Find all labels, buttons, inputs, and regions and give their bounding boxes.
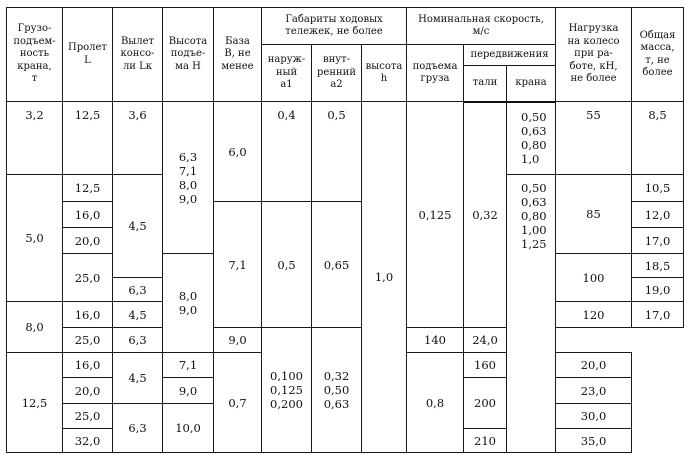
cell-span: 25,0 [63, 328, 113, 353]
cell-span: 25,0 [63, 254, 113, 302]
header-speed-trolley: тали [464, 66, 507, 102]
cell-span: 20,0 [63, 228, 113, 254]
cell-mass: 19,0 [632, 278, 684, 302]
cell-mass: 20,0 [556, 353, 632, 378]
cell-outer: 0,7 [214, 353, 262, 453]
cell-speed-lift: 0,125 [407, 102, 464, 328]
cell-wheel-load: 160 [464, 353, 507, 378]
cell-reach: 4,5 [113, 175, 163, 278]
header-wheel-load: Нагрузка на колесо при ра- боте, кН, не более [556, 8, 632, 102]
cell-wheel-load: 85 [556, 175, 632, 254]
header-speed-crane: крана [507, 66, 556, 102]
cell-base: 7,1 [163, 353, 214, 378]
cell-span: 16,0 [63, 202, 113, 228]
cell-mass: 18,5 [632, 254, 684, 278]
cell-speed-trolley: 0,32 [464, 102, 507, 328]
crane-spec-table [6, 7, 684, 453]
cell-capacity: 3,2 [7, 102, 63, 175]
header-height: высота h [362, 45, 407, 102]
cell-wheel-load: 200 [464, 378, 507, 429]
header-mass: Общая масса, т, не более [632, 8, 684, 102]
header-speed-travel: передвижения [464, 45, 556, 66]
cell-outer: 0,5 [262, 202, 312, 328]
cell-mass: 30,0 [556, 404, 632, 429]
cell-capacity: 8,0 [7, 302, 63, 353]
header-speed-group: Номинальная скорость, м/с [407, 8, 556, 45]
header-speed-lift: подъема груза [407, 45, 464, 102]
header-base: База B, не менее [214, 8, 262, 102]
cell-mass: 12,0 [632, 202, 684, 228]
cell-span: 20,0 [63, 378, 113, 404]
header-capacity: Грузо- подъем- ность крана, т [7, 8, 63, 102]
cell-wheel-load: 210 [464, 429, 507, 453]
cell-lift-height: 6,3 7,1 8,0 9,0 [163, 102, 214, 254]
cell-mass: 17,0 [632, 228, 684, 254]
cell-height: 1,0 [362, 102, 407, 453]
cell-speed-crane: 0,50 0,63 0,80 1,00 1,25 [507, 175, 556, 453]
cell-lift-height: 8,0 9,0 [163, 254, 214, 353]
header-outer: наруж- ный a1 [262, 45, 312, 102]
cell-span: 25,0 [63, 404, 113, 429]
cell-base: 9,0 [214, 328, 262, 353]
cell-wheel-load: 55 [556, 102, 632, 175]
header-reach: Вылет консо- ли Lк [113, 8, 163, 102]
cell-base: 7,1 [214, 202, 262, 328]
cell-span: 16,0 [63, 353, 113, 378]
cell-reach: 6,3 [113, 404, 163, 453]
cell-reach: 4,5 [113, 353, 163, 404]
cell-base: 9,0 [163, 378, 214, 404]
cell-reach: 4,5 [113, 302, 163, 328]
header-inner: внут- ренний a2 [312, 45, 362, 102]
cell-wheel-load: 140 [407, 328, 464, 353]
cell-speed-crane: 0,50 0,63 0,80 1,0 [507, 102, 556, 175]
header-lift-height: Высота подъе- ма H [163, 8, 214, 102]
cell-reach: 6,3 [113, 328, 163, 353]
cell-capacity: 5,0 [7, 175, 63, 302]
cell-inner: 0,5 [312, 102, 362, 202]
cell-reach: 6,3 [113, 278, 163, 302]
cell-mass: 8,5 [632, 102, 684, 175]
cell-inner: 0,65 [312, 202, 362, 328]
cell-wheel-load: 100 [556, 254, 632, 302]
cell-inner: 0,8 [407, 353, 464, 453]
cell-mass: 17,0 [632, 302, 684, 328]
cell-mass: 23,0 [556, 378, 632, 404]
cell-outer: 0,4 [262, 102, 312, 202]
cell-span: 16,0 [63, 302, 113, 328]
cell-capacity: 12,5 [7, 353, 63, 453]
cell-wheel-load: 120 [556, 302, 632, 328]
cell-reach: 3,6 [113, 102, 163, 175]
cell-span: 32,0 [63, 429, 113, 453]
cell-mass: 10,5 [632, 175, 684, 202]
cell-span: 12,5 [63, 102, 113, 175]
header-span: Пролет L [63, 8, 113, 102]
cell-speed-trolley: 0,32 0,50 0,63 [312, 328, 362, 453]
header-trolley-group: Габариты ходовых тележек, не более [262, 8, 407, 45]
cell-mass: 35,0 [556, 429, 632, 453]
cell-span: 12,5 [63, 175, 113, 202]
cell-base: 10,0 [163, 404, 214, 453]
cell-base: 6,0 [214, 102, 262, 202]
cell-mass: 24,0 [464, 328, 507, 353]
cell-speed-lift: 0,100 0,125 0,200 [262, 328, 312, 453]
